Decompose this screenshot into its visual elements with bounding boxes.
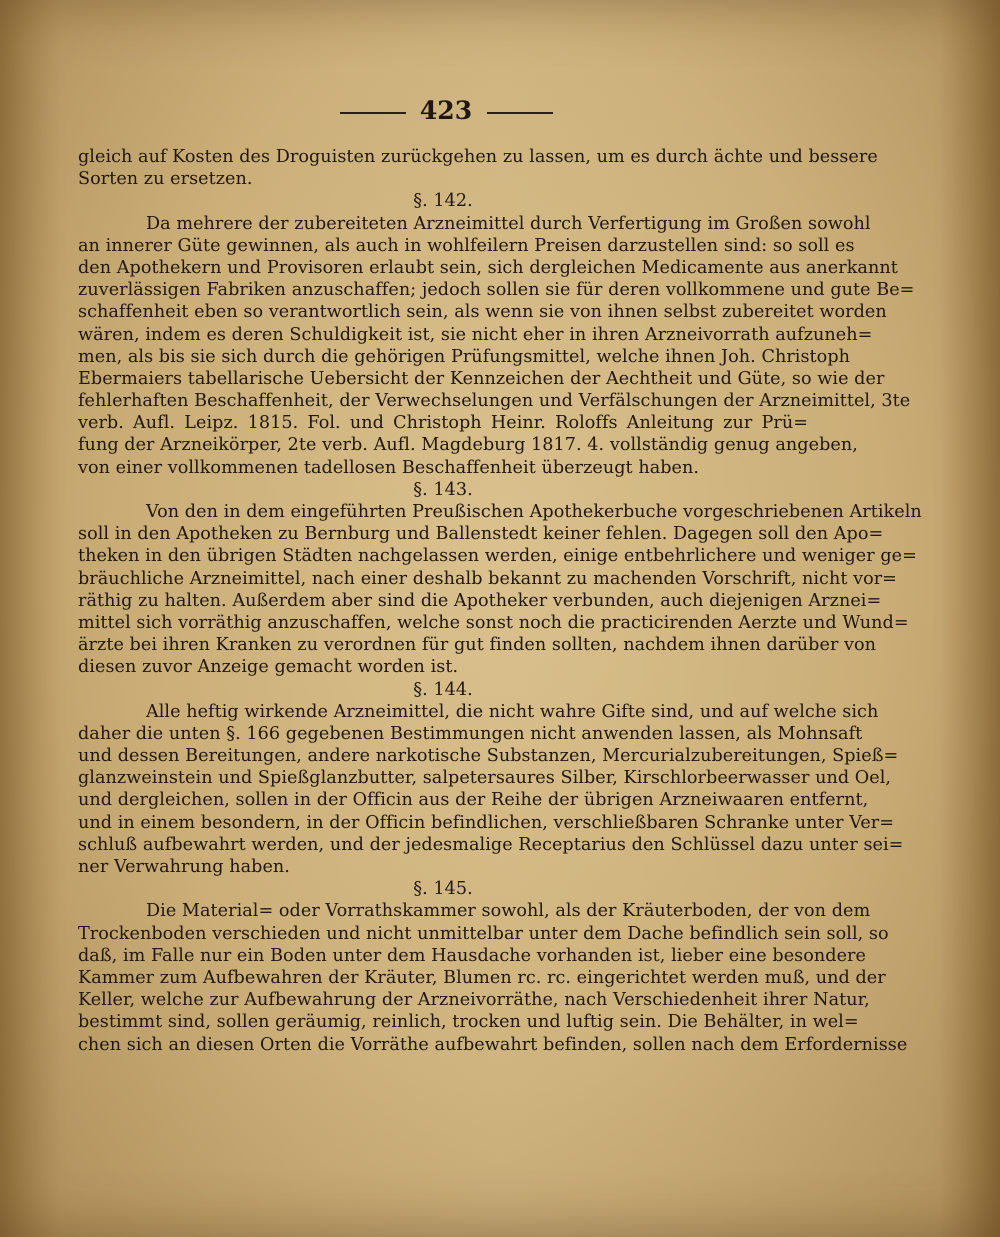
text-line: wären, indem es deren Schuldigkeit ist, sie nicht eher in ihren Arzneivorrath aufzuneh= [78,324,873,345]
page-header [0,94,1000,128]
header-rule-left [340,112,406,114]
text-line: theken in den übrigen Städten nachgelassen werden, einige entbehrlichere und weniger ge= [78,546,917,567]
section-heading: §. 145. [413,879,473,900]
text-line: den Apothekern und Provisoren erlaubt sein, sich dergleichen Medicamente aus anerkannt [78,257,898,278]
text-line: an innerer Güte gewinnen, als auch in wohlfeilern Preisen darzustellen sind: so soll es [78,235,855,256]
text-line: fung der Arzneikörper, 2te verb. Aufl. Magdeburg 1817. 4. vollständig genug angeben, [78,435,858,456]
text-line: Da mehrere der zubereiteten Arzneimittel durch Verfertigung im Großen sowohl [146,213,871,234]
text-line: gleich auf Kosten des Droguisten zurückgehen zu lassen, um es durch ächte und bessere [78,147,878,167]
text-line: Alle heftig wirkende Arzneimittel, die nicht wahre Gifte sind, und auf welche sich [146,701,879,722]
text-line: glanzweinstein und Spießglanzbutter, salpetersaures Silber, Kirschlorbeerwasser und Oel, [78,768,892,789]
text-line: von einer vollkommenen tadellosen Beschaffenheit überzeugt haben. [78,457,700,478]
text-line: Trockenboden verschieden und nicht unmittelbar unter dem Dache befindlich sein soll, so [78,923,889,944]
intro-paragraph [78,146,878,190]
section-144 [78,679,904,879]
text-line: men, als bis sie sich durch die gehörigen Prüfungsmittel, welche ihnen Joh. Christoph [78,346,851,367]
text-line: Von den in dem eingeführten Preußischen Apothekerbuche vorgeschriebenen Artikeln [146,502,922,522]
page-body-text [78,146,922,1056]
text-line: chen sich an diesen Orten die Vorräthe aufbewahrt befinden, sollen nach dem Erfordernisse [78,1034,908,1055]
section-145 [78,878,908,1056]
text-line: Kammer zum Aufbewahren der Kräuter, Blumen rc. rc. eingerichtet werden muß, und der [78,967,886,988]
text-line: Keller, welche zur Aufbewahrung der Arzneivorräthe, nach Verschiedenheit ihrer Natur, [78,990,870,1011]
text-line: soll in den Apotheken zu Bernburg und Ballenstedt keiner fehlen. Dagegen soll den Apo= [78,524,884,545]
text-line: schaffenheit eben so verantwortlich sein, als wenn sie von ihnen selbst zubereitet worden [78,302,887,323]
text-line: Die Material= oder Vorrathskammer sowohl, als der Kräuterboden, der von dem [146,901,871,922]
text-line: ner Verwahrung haben. [78,857,290,877]
section-142 [78,190,915,478]
text-line: Sorten zu ersetzen. [78,169,253,190]
text-line: daß, im Falle nur ein Boden unter dem Hausdache vorhanden ist, lieber eine besondere [78,945,866,966]
text-line: und dergleichen, sollen in der Officin aus der Reihe der übrigen Arzneiwaaren entfernt, [78,790,869,811]
section-143 [78,479,922,679]
text-line: zuverlässigen Fabriken anzuschaffen; jedoch sollen sie für deren vollkommene und gute Be= [78,280,915,301]
text-line: daher die unten §. 166 gegebenen Bestimmungen nicht anwenden lassen, als Mohnsaft [78,723,863,744]
page-number: 423 [419,96,473,125]
text-line: und dessen Bereitungen, andere narkotische Substanzen, Mercurialzubereitungen, Spieß= [78,746,899,767]
section-heading: §. 144. [413,679,473,700]
text-line: fehlerhaften Beschaffenheit, der Verwechselungen und Verfälschungen der Arzneimittel, 3te [78,391,911,412]
text-line: und in einem besondern, in der Officin befindlichen, verschließbaren Schranke unter Ver= [78,812,895,833]
text-line: schluß aufbewahrt werden, und der jedesmalige Receptarius den Schlüssel dazu unter sei= [78,834,904,855]
text-line: verb. Aufl. Leipz. 1815. Fol. und Christoph Heinr. Roloffs Anleitung zur Prü= [78,413,808,434]
text-line: mittel sich vorräthig anzuschaffen, welche sonst noch die practicirenden Aerzte und Wund= [78,612,909,633]
text-line: Ebermaiers tabellarische Uebersicht der Kennzeichen der Aechtheit und Güte, so wie der [78,368,885,389]
text-line: räthig zu halten. Außerdem aber sind die Apotheker verbunden, auch diejenigen Arznei= [78,590,882,611]
section-heading: §. 142. [413,191,473,212]
section-heading: §. 143. [413,479,473,500]
text-line: ärzte bei ihren Kranken zu verordnen für gut finden sollten, nachdem ihnen darüber von [78,635,877,656]
text-line: bräuchliche Arzneimittel, nach einer deshalb bekannt zu machenden Vorschrift, nicht vor= [78,568,897,589]
header-rule-right [487,112,553,114]
text-line: bestimmt sind, sollen geräumig, reinlich, trocken und luftig sein. Die Behälter, in wel= [78,1012,859,1033]
text-line: diesen zuvor Anzeige gemacht worden ist. [78,657,459,678]
